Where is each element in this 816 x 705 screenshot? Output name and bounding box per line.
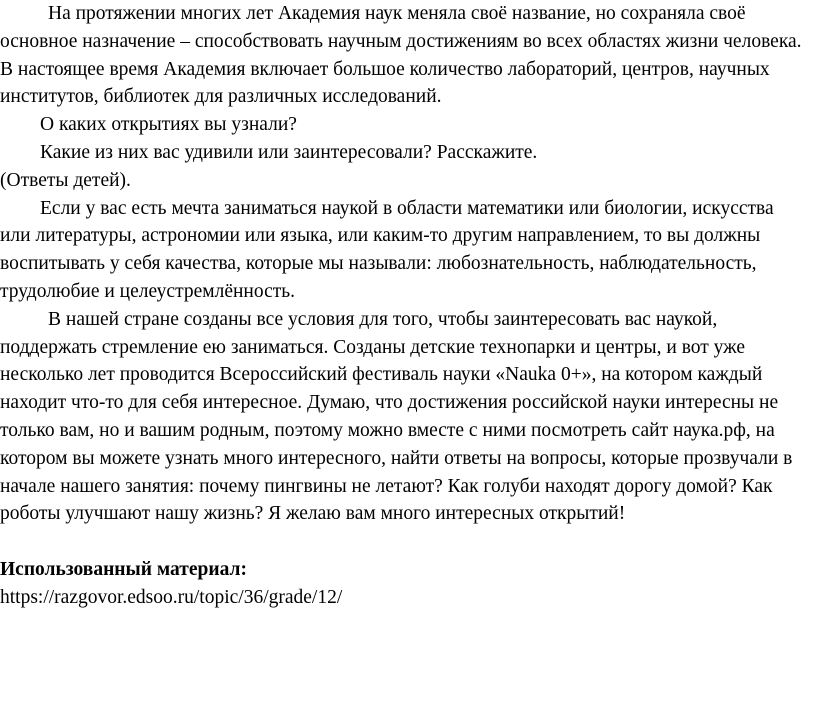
sources-link[interactable]: https://razgovor.edsoo.ru/topic/36/grade/12/	[0, 586, 343, 608]
blank-line	[0, 528, 808, 556]
paragraph-country-conditions: В нашей стране созданы все условия для того, чтобы заинтересовать вас наукой, поддержать стремление ею заниматься. Созданы детские технопарки и центры, и вот уже несколько лет проводится Всероссийский фестиваль науки «Nauka 0+», на котором каждый находит что-то для себя интересное. Думаю, что достижения российской науки интересны не только вам, но и вашим родным, поэтому можно вместе с ними посмотреть сайт наука.рф, на котором вы можете узнать много интересного, найти ответы на вопросы, которые прозвучали в начале нашего занятия: почему пингвины не летают? Как голуби находят дорогу домой? Как роботы улучшают нашу жизнь? Я желаю вам много интересных открытий!	[0, 308, 793, 525]
sources-heading: Использованный материал:	[0, 558, 247, 580]
paragraph-academy: На протяжении многих лет Академия наук меняла своё название, но сохраняла своё основное назначение – способствовать научным достижениям во всех областях жизни человека. В настоящее время Академия включает большое количество лабораторий, центров, научных институтов, библиотек для различных исследований.	[0, 3, 802, 108]
paragraph-children-answers: (Ответы детей).	[0, 169, 131, 191]
paragraph-dream-science: Если у вас есть мечта заниматься наукой в области математики или биологии, искусства или литературы, астрономии или языка, или каким-то другим направлением, то вы должны воспитывать у себя качества, которые мы называли: любознательность, наблюдательность, трудолюбие и целеустремлённость.	[0, 197, 774, 302]
paragraph-question-surprised: Какие из них вас удивили или заинтересовали? Расскажите.	[40, 141, 538, 163]
paragraph-question-discoveries: О каких открытиях вы узнали?	[40, 114, 297, 136]
